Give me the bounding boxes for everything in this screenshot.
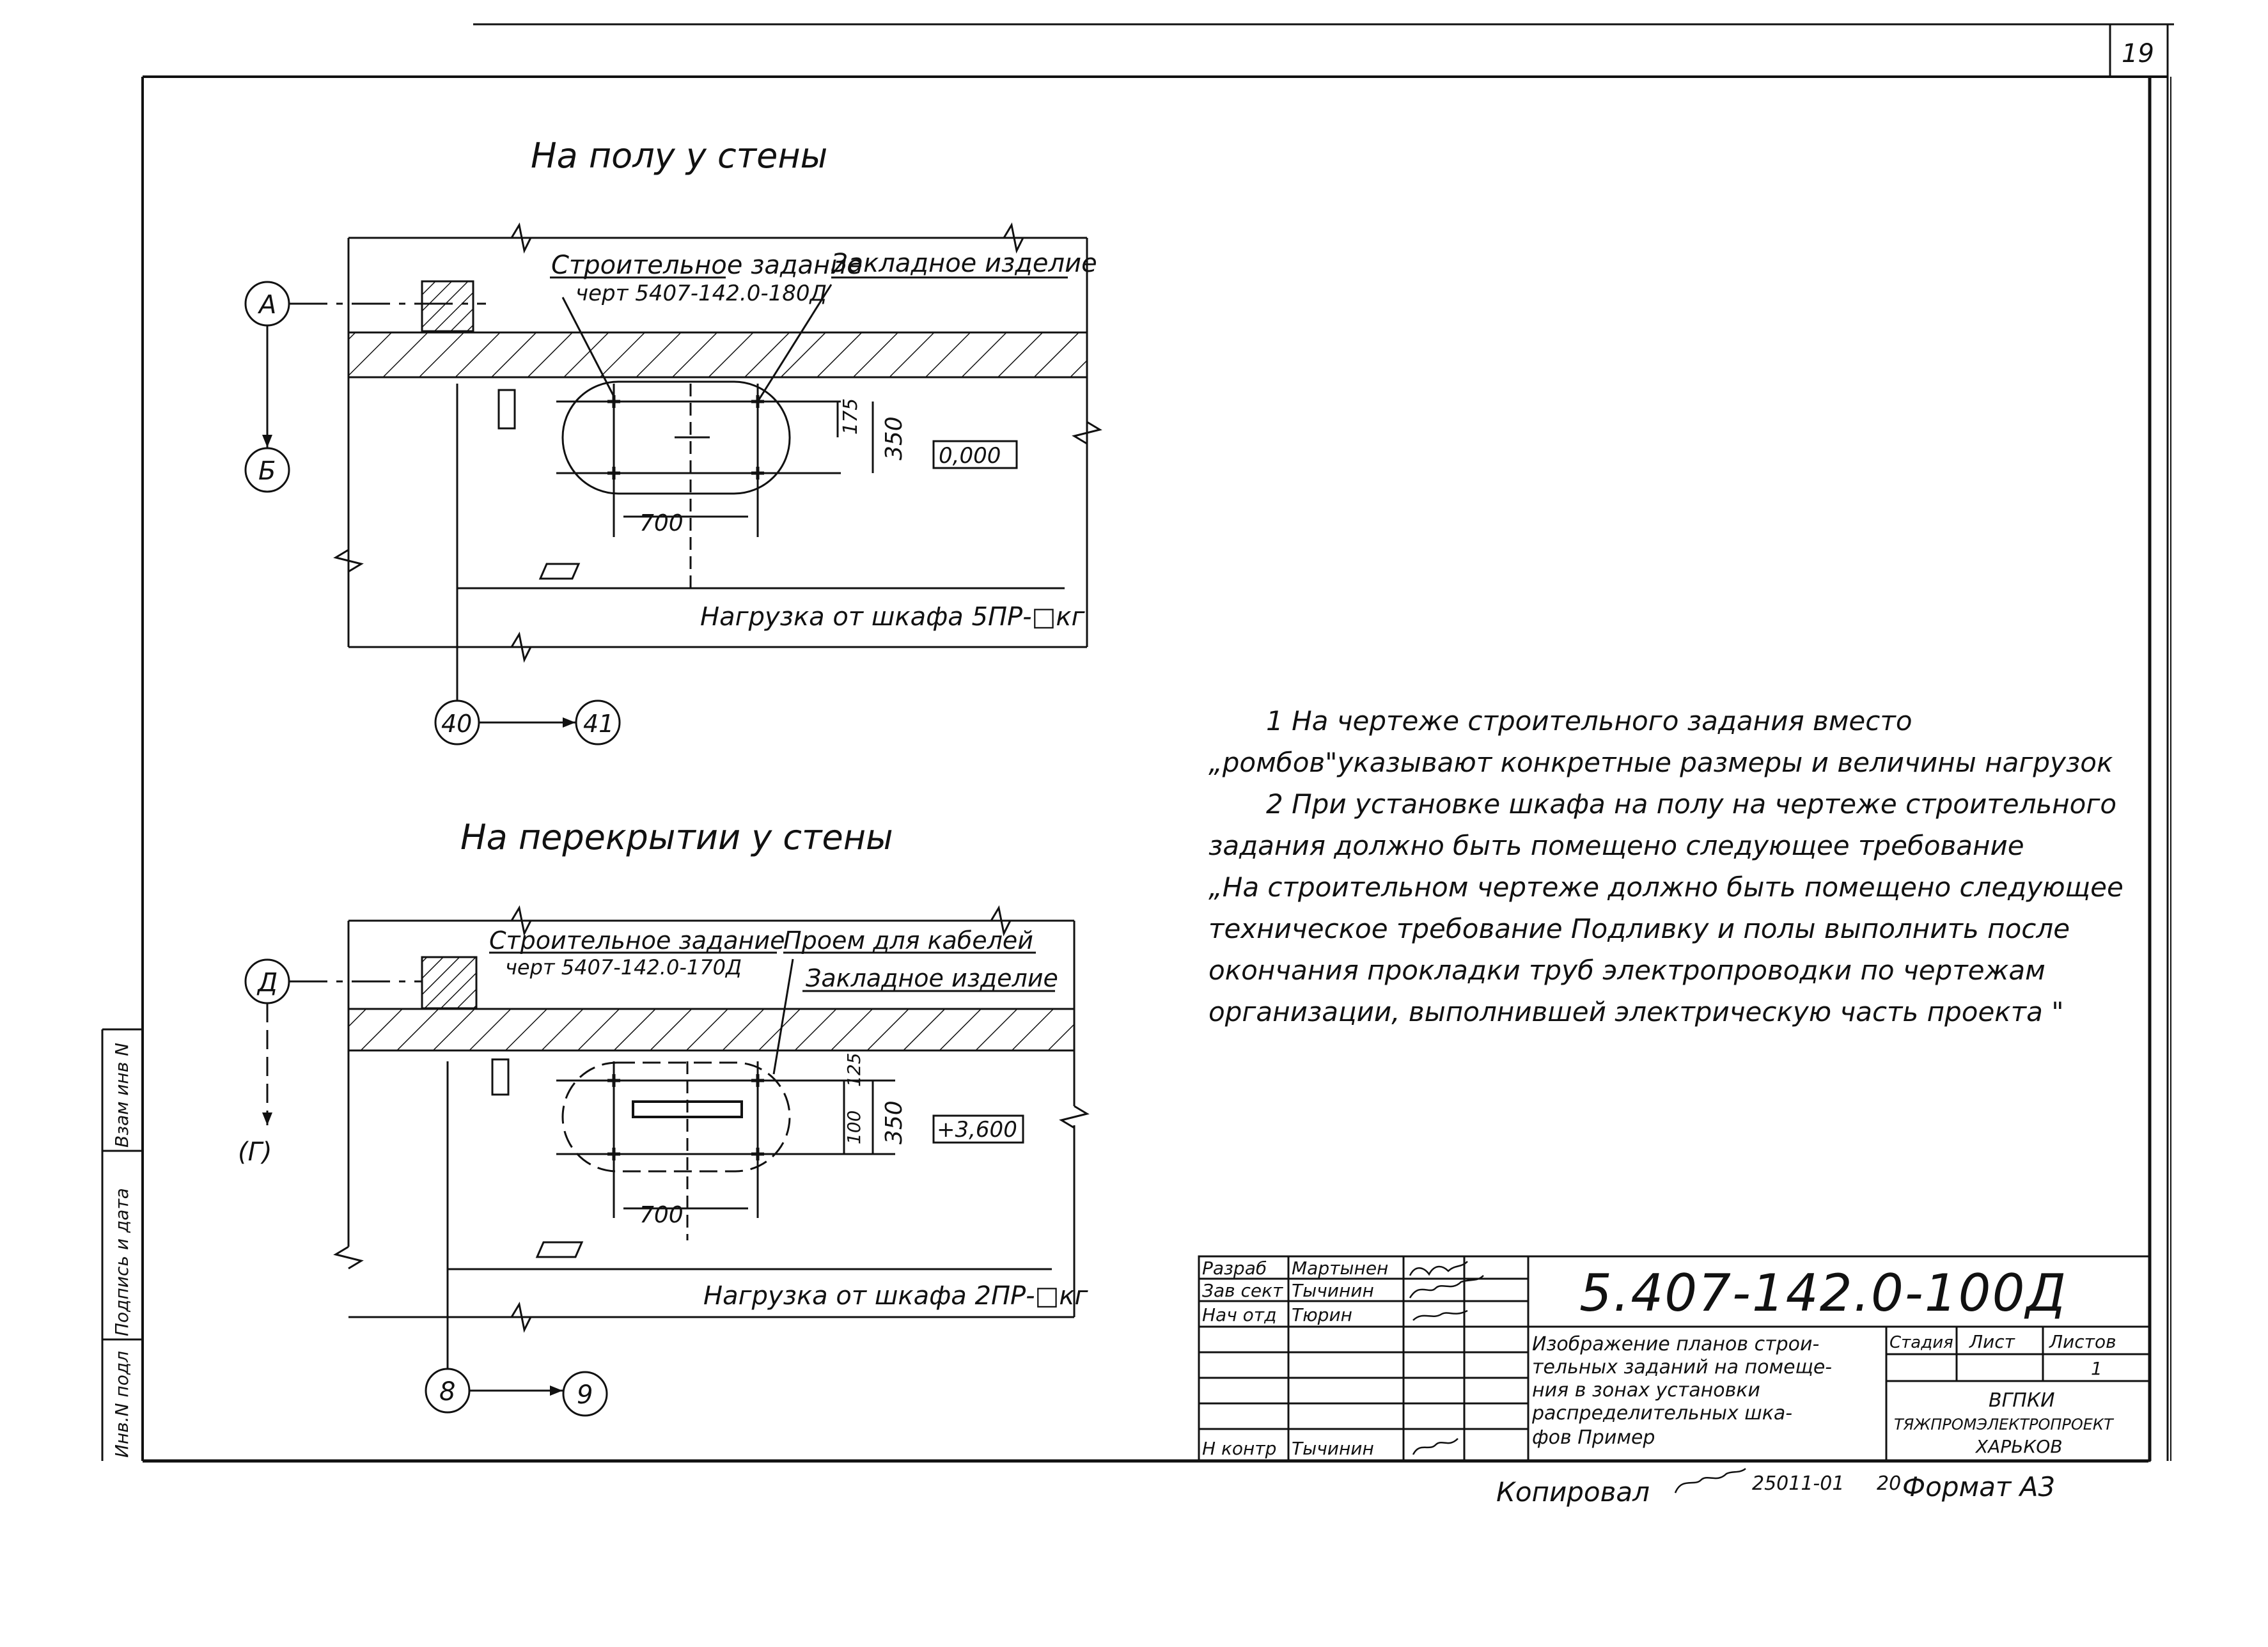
role-3: Нач отд — [1202, 1304, 1277, 1325]
name-4: Тычинин — [1292, 1438, 1374, 1459]
org-3: ХАРЬКОВ — [1976, 1436, 2063, 1457]
view2-slab — [348, 1009, 1074, 1050]
desc-3: ния в зонах установки — [1532, 1379, 1760, 1401]
stamp-inv-label: Инв.N подл — [111, 1350, 132, 1458]
view1-dim-175: 175 — [840, 398, 862, 435]
view1-column — [422, 281, 473, 331]
view2-dim-350: 350 — [881, 1100, 907, 1144]
role-1: Разраб — [1202, 1258, 1267, 1279]
axis-g-label: (Г) — [238, 1137, 272, 1167]
view1-dim-350: 350 — [881, 416, 907, 460]
view2-diamond-2 — [537, 1242, 582, 1257]
note-2: 2 При установке шкафа на полу на чертеже строительного задания должно быть помещено следующее требование — [1208, 788, 2117, 861]
view2-callout-embed: Закладное изделие — [806, 964, 1058, 992]
view1-title: На полу у стены — [531, 136, 828, 176]
notes-block — [1208, 700, 2136, 1033]
page-number: 19 — [2122, 39, 2154, 68]
view2-title: На перекрытии у стены — [460, 817, 893, 857]
doc-code: 5.407-142.0-100Д — [1579, 1263, 2067, 1323]
view1-callout-task: Строительное задание — [551, 251, 863, 280]
view1-callout-ref: черт 5407-142.0-180Д — [575, 281, 827, 306]
col-stage: Стадия — [1889, 1333, 1953, 1352]
footer-copied: Копировал — [1496, 1476, 1650, 1508]
view2-level: +3,600 — [937, 1117, 1017, 1143]
axis-9-label: 9 — [577, 1380, 593, 1410]
view2-dim-125: 125 — [843, 1052, 864, 1087]
view2-load: Нагрузка от шкафа 2ПР-□кг — [703, 1281, 1088, 1311]
col-sheet: Лист — [1969, 1331, 2015, 1352]
col-sheets: Листов — [2049, 1331, 2116, 1352]
view1-callout-embed: Закладное изделие — [831, 249, 1097, 278]
view1-wall — [348, 332, 1087, 377]
axis-40-label: 40 — [441, 710, 473, 738]
stamp-replace-label: Взам инв N — [111, 1042, 132, 1148]
axis-41-label: 41 — [583, 710, 614, 738]
view2-callout-ref: черт 5407-142.0-170Д — [505, 955, 742, 980]
view1-load: Нагрузка от шкафа 5ПР-□кг — [700, 602, 1085, 632]
name-1: Мартынен — [1292, 1258, 1389, 1279]
org-1: ВГПКИ — [1989, 1389, 2055, 1412]
view2-dim-100: 100 — [843, 1110, 864, 1144]
org-2: ТЯЖПРОМЭЛЕКТРОПРОЕКТ — [1894, 1416, 2113, 1433]
footer-number: 25011-01 — [1752, 1472, 1845, 1495]
view-floor — [246, 136, 1100, 744]
view1-diamond-1 — [499, 390, 515, 428]
footer-format: Формат А3 — [1902, 1471, 2056, 1503]
note-3: „На строительном чертеже должно быть помещено следующее техническое требование Подливку и полы выполнить после окончания прокладки труб электропроводки по чертежам организации, выполнившей электрическую часть проекта " — [1208, 871, 2123, 1027]
name-2: Тычинин — [1292, 1280, 1374, 1301]
sheets-value: 1 — [2091, 1358, 2102, 1379]
axis-8-label: 8 — [439, 1377, 456, 1407]
view2-dim-700: 700 — [639, 1202, 684, 1228]
name-3: Тюрин — [1292, 1304, 1352, 1325]
axis-b-label: Б — [258, 457, 276, 486]
footer-num2: 20 — [1877, 1472, 1902, 1495]
axis-d-label: Д — [258, 968, 278, 997]
view-slab — [238, 817, 1089, 1416]
desc-5: фов Пример — [1532, 1426, 1655, 1449]
view1-dim-700: 700 — [639, 510, 684, 536]
axis-a-label: А — [259, 290, 277, 320]
view2-column — [422, 957, 476, 1008]
desc-1: Изображение планов строи- — [1532, 1333, 1820, 1355]
view2-callout-task: Строительное задание — [489, 926, 785, 955]
desc-4: распределительных шка- — [1532, 1402, 1793, 1425]
view2-diamond-1 — [492, 1059, 508, 1095]
footer-signature — [1675, 1469, 1746, 1493]
view1-level: 0,000 — [939, 443, 1001, 469]
view2-callout-opening: Проем для кабелей — [783, 926, 1033, 955]
role-4: Н контр — [1202, 1438, 1277, 1459]
stamp-sign-label: Подпись и дата — [111, 1188, 132, 1336]
desc-2: тельных заданий на помеще- — [1532, 1356, 1833, 1378]
role-2: Зав сект — [1202, 1280, 1283, 1301]
note-1: 1 На чертеже строительного задания вместо „ромбов"указывают конкретные размеры и величины нагрузок — [1208, 705, 2113, 778]
signatures — [1410, 1261, 1483, 1455]
view1-diamond-2 — [540, 564, 579, 579]
